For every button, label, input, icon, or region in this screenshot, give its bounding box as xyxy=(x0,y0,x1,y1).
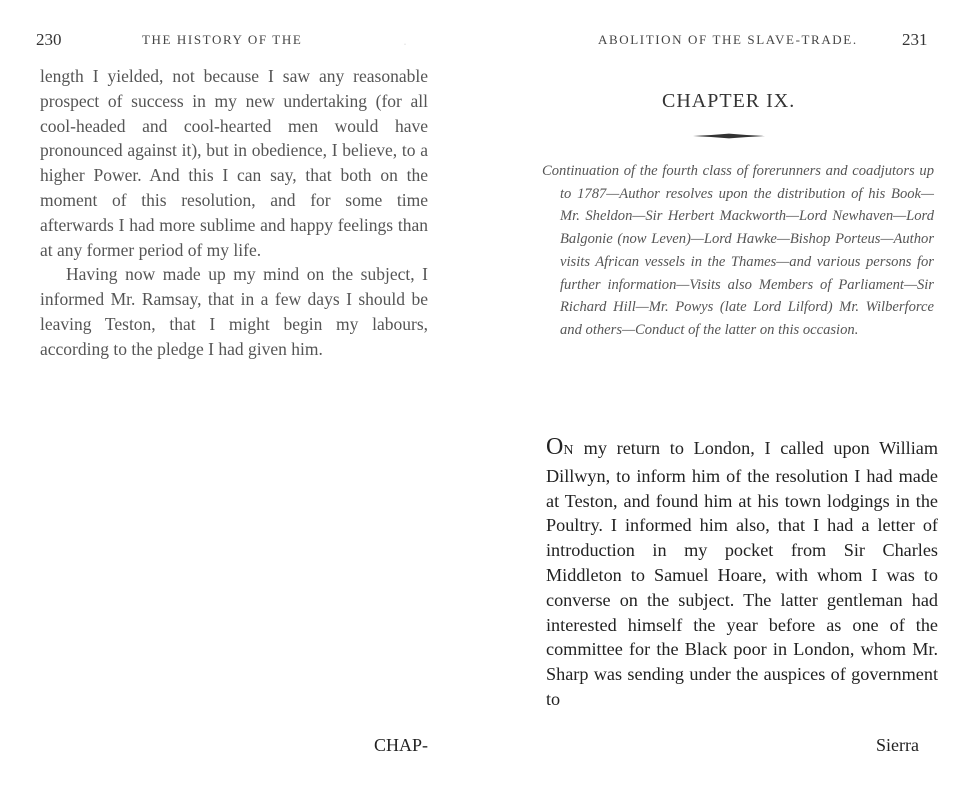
running-head-right: ABOLITION OF THE SLAVE-TRADE. xyxy=(598,32,858,47)
catchword-left: CHAP- xyxy=(374,735,429,755)
paragraph-text: my return to London, I called upon William Dillwyn, to inform him of the resolution I had made at Teston, and found him at his town lodgings in the Poultry. I informed him also, that I had a letter of introduction in my pocket from Sir Charles Middleton to Samuel Hoare, with whom I was to converse on the subject. The latter gentleman had interested himself the year before as one of the committee for the Black poor in London, whom Mr. Sharp was sending under the auspices of government to xyxy=(546,438,938,709)
catchword-right: Sierra xyxy=(876,735,919,755)
page-number-right: 231 xyxy=(902,30,928,49)
chapter-summary xyxy=(542,160,934,342)
paper-speck: · xyxy=(404,42,406,48)
ornament-rule-icon xyxy=(693,133,765,139)
summary-text: Continuation of the fourth class of forerunners and coadjutors up to 1787—Author resolves upon the distribution of his Book—Mr. Sheldon—Sir Herbert Mackworth—Lord Newhaven—Lord Balgonie (now Leven)—Lord Hawke—Bishop Porteus—Author visits African vessels in the Thames—and various persons for further information—Visits also Members of Parliament—Sir Richard Hill—Mr. Powys (late Lord Lilford) Mr. Wilberforce and others—Conduct of the latter on this occasion. xyxy=(542,163,934,338)
drop-letter: O xyxy=(546,434,564,460)
paragraph: Having now made up my mind on the subject, I informed Mr. Ramsay, that in a few days I should be leaving Teston, that I might begin my labours, according to the pledge I had given him. xyxy=(40,264,428,359)
paragraph xyxy=(546,435,938,712)
chapter-title: CHAPTER IX. xyxy=(662,90,796,112)
right-page xyxy=(490,0,980,797)
running-head-left: THE HISTORY OF THE xyxy=(142,32,303,47)
left-page-body xyxy=(40,64,428,362)
right-page-body xyxy=(546,435,938,712)
paragraph: length I yielded, not because I saw any reasonable prospect of success in my new undertaking (for all cool-headed and cool-hearted men would have pronounced against it), but in obedience, I believe, to a higher Power. And this I can say, that both on the moment of this resolution, and for some time afterwards I had more sublime and happy feelings than at any former period of my life. xyxy=(40,66,428,260)
page-number-left: 230 xyxy=(36,30,62,49)
small-cap-letter: N xyxy=(563,443,574,458)
